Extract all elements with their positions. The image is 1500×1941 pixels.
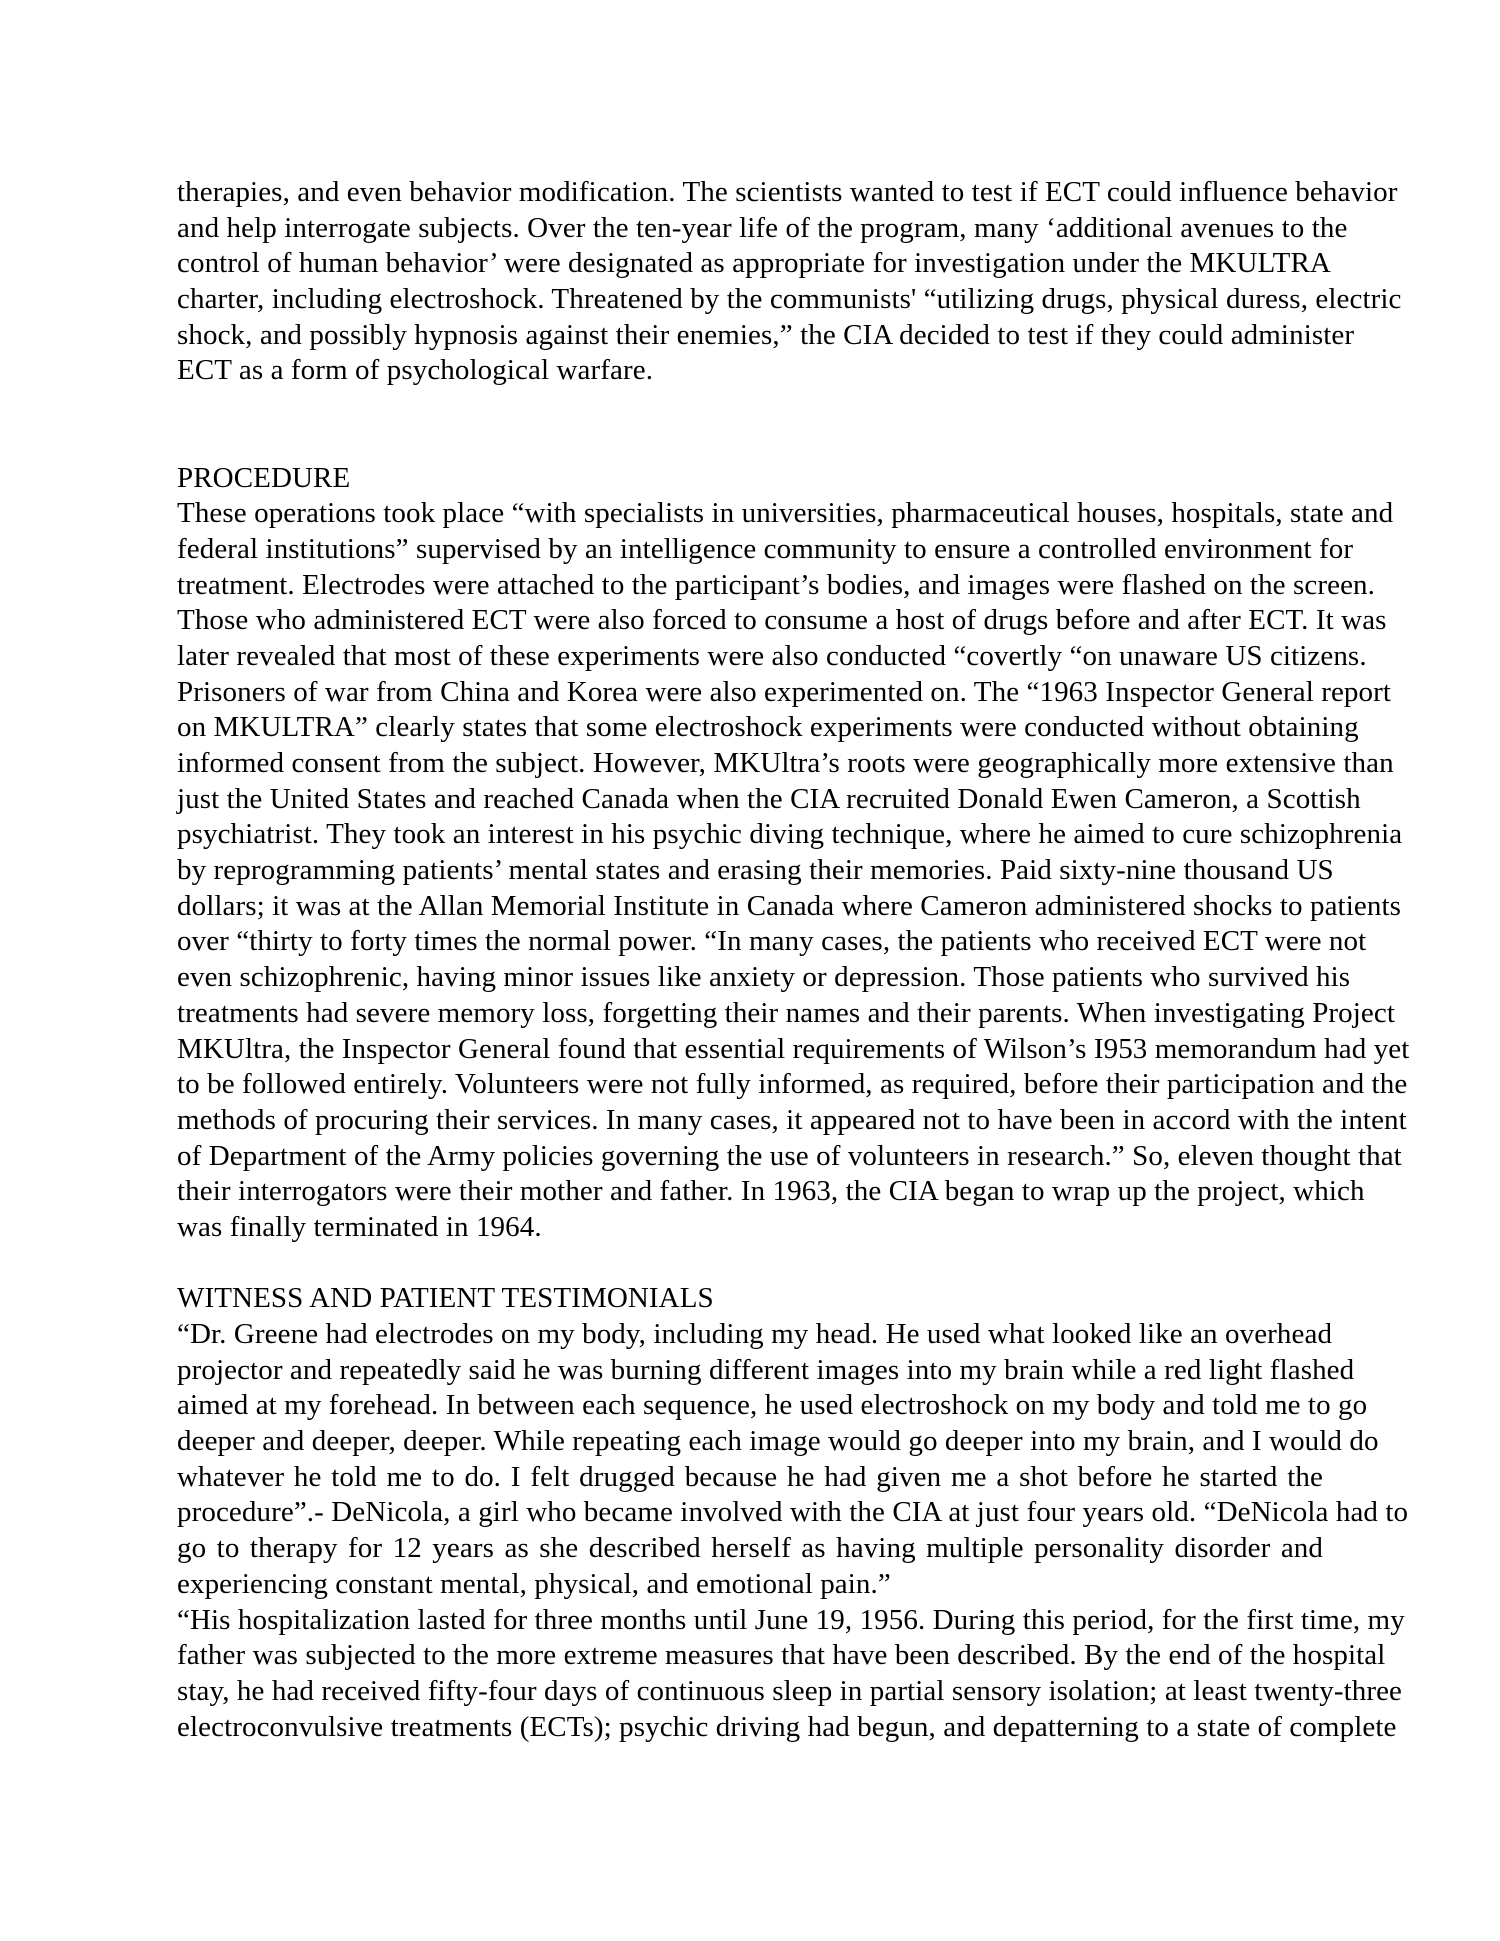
text-line: informed consent from the subject. However, MKUltra’s roots were geographically more extensive than xyxy=(177,747,1394,780)
text-line: deeper and deeper, deeper. While repeating each image would go deeper into my brain, and I would do xyxy=(177,1425,1379,1458)
text-line: over “thirty to forty times the normal power. “In many cases, the patients who received ECT were not xyxy=(177,925,1367,958)
intro-paragraph xyxy=(177,175,1402,389)
text-line: and help interrogate subjects. Over the ten-year life of the program, many ‘additional avenues to the xyxy=(177,211,1348,244)
procedure-paragraph xyxy=(177,496,1410,1245)
text-line: dollars; it was at the Allan Memorial Institute in Canada where Cameron administered shocks to patients xyxy=(177,889,1401,922)
text-line: to be followed entirely. Volunteers were not fully informed, as required, before their participation and the xyxy=(177,1068,1408,1101)
text-line: ECT as a form of psychological warfare. xyxy=(177,354,654,387)
text-line: was finally terminated in 1964. xyxy=(177,1210,542,1243)
text-line: later revealed that most of these experiments were also conducted “covertly “on unaware US citizens. xyxy=(177,639,1367,672)
text-line: treatments had severe memory loss, forgetting their names and their parents. When investigating Project xyxy=(177,996,1396,1029)
text-line: experiencing constant mental, physical, and emotional pain.” xyxy=(177,1567,891,1600)
text-line: their interrogators were their mother and father. In 1963, the CIA began to wrap up the project, which xyxy=(177,1175,1365,1208)
text-line: even schizophrenic, having minor issues like anxiety or depression. Those patients who survived his xyxy=(177,961,1351,994)
text-line: procedure”.- DeNicola, a girl who became involved with the CIA at just four years old. “DeNicola had to xyxy=(177,1496,1409,1529)
testimonials-heading: WITNESS AND PATIENT TESTIMONIALS xyxy=(177,1282,714,1315)
text-line: father was subjected to the more extreme measures that have been described. By the end of the hospital xyxy=(177,1639,1386,1672)
procedure-heading: PROCEDURE xyxy=(177,461,351,494)
text-line: just the United States and reached Canada when the CIA recruited Donald Ewen Cameron, a Scottish xyxy=(177,782,1361,815)
text-line: These operations took place “with specialists in universities, pharmaceutical houses, hospitals, state and xyxy=(177,497,1394,530)
text-line: Prisoners of war from China and Korea were also experimented on. The “1963 Inspector General report xyxy=(177,675,1392,708)
denicola-testimonial-paragraph xyxy=(177,1317,1409,1603)
text-line: psychiatrist. They took an interest in his psychic diving technique, where he aimed to cure schizophrenia xyxy=(177,818,1403,851)
document-content xyxy=(177,175,1410,1745)
text-line: control of human behavior’ were designated as appropriate for investigation under the MKULTRA xyxy=(177,247,1331,280)
text-line: federal institutions” supervised by an intelligence community to ensure a controlled environment for xyxy=(177,532,1354,565)
text-line: go to therapy for 12 years as she described herself as having multiple personality disorder and xyxy=(177,1532,1323,1565)
text-line: “Dr. Greene had electrodes on my body, including my head. He used what looked like an overhead xyxy=(177,1318,1333,1351)
text-line: MKUltra, the Inspector General found that essential requirements of Wilson’s I953 memorandum had yet xyxy=(177,1032,1410,1065)
text-line: shock, and possibly hypnosis against their enemies,” the CIA decided to test if they could administer xyxy=(177,318,1355,351)
text-line: whatever he told me to do. I felt drugged because he had given me a shot before he started the xyxy=(177,1460,1323,1493)
text-line: electroconvulsive treatments (ECTs); psychic driving had begun, and depatterning to a state of complete xyxy=(177,1710,1397,1743)
text-line: treatment. Electrodes were attached to the participant’s bodies, and images were flashed on the screen. xyxy=(177,568,1376,601)
text-line: Those who administered ECT were also forced to consume a host of drugs before and after ECT. It was xyxy=(177,604,1387,637)
hospitalization-testimonial-paragraph xyxy=(177,1603,1405,1746)
text-line: “His hospitalization lasted for three months until June 19, 1956. During this period, for the first time, my xyxy=(177,1603,1405,1636)
text-line: of Department of the Army policies governing the use of volunteers in research.” So, eleven thought that xyxy=(177,1139,1402,1172)
blank-line xyxy=(177,1246,1323,1282)
text-line: on MKULTRA” clearly states that some electroshock experiments were conducted without obtaining xyxy=(177,711,1359,744)
text-line: charter, including electroshock. Threatened by the communists' “utilizing drugs, physical duress, electric xyxy=(177,283,1402,316)
text-line: stay, he had received fifty-four days of continuous sleep in partial sensory isolation; at least twenty-three xyxy=(177,1674,1403,1707)
text-line: therapies, and even behavior modification. The scientists wanted to test if ECT could influence behavior xyxy=(177,176,1398,208)
blank-line xyxy=(177,389,1323,460)
text-line: aimed at my forehead. In between each sequence, he used electroshock on my body and told me to go xyxy=(177,1389,1368,1422)
text-line: projector and repeatedly said he was burning different images into my brain while a red light flashed xyxy=(177,1353,1355,1386)
text-line: methods of procuring their services. In many cases, it appeared not to have been in accord with the intent xyxy=(177,1103,1407,1136)
text-line: by reprogramming patients’ mental states and erasing their memories. Paid sixty-nine thousand US xyxy=(177,854,1334,887)
